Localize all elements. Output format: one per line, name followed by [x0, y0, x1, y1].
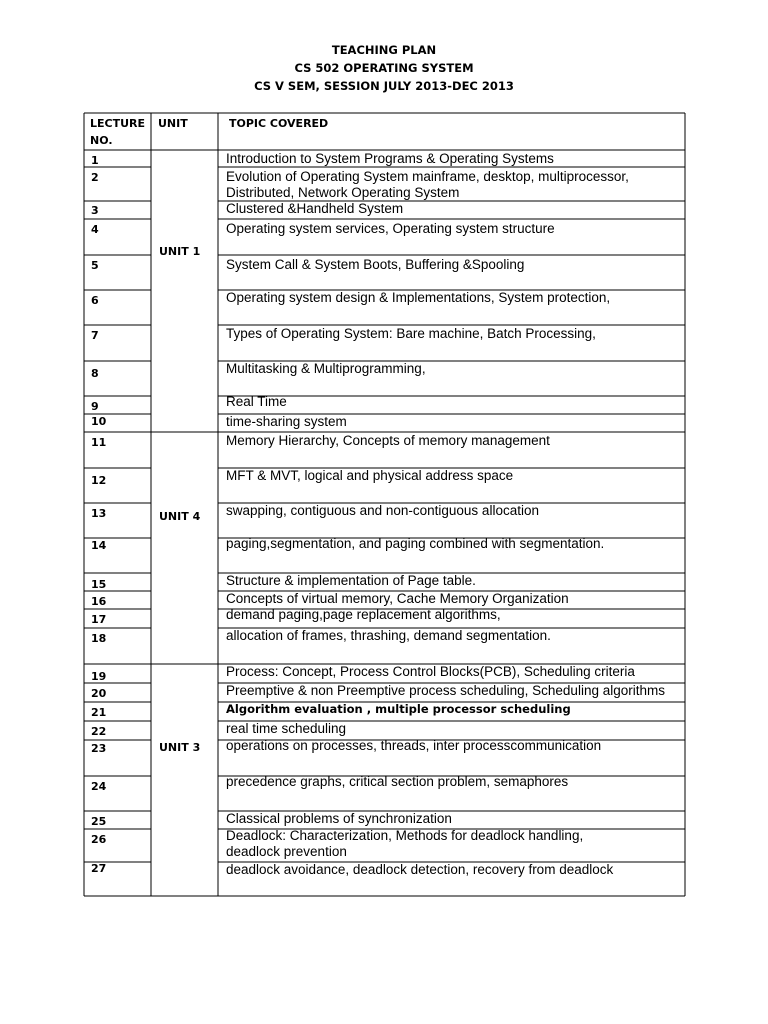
topic-covered	[226, 828, 583, 859]
topic-covered	[226, 628, 551, 644]
topic-covered	[226, 738, 601, 754]
topic-covered	[226, 151, 554, 167]
lecture-number: 24	[91, 780, 107, 793]
column-header-lecture-line2: NO.	[90, 134, 113, 147]
topic-line: Clustered &Handheld System	[226, 201, 404, 216]
lecture-number: 8	[91, 367, 99, 380]
topic-line: time-sharing system	[226, 414, 347, 429]
lecture-number: 18	[91, 632, 107, 645]
topic-line: deadlock avoidance, deadlock detection, recovery from deadlock	[226, 862, 614, 877]
topic-covered	[226, 721, 346, 737]
column-header-topic: TOPIC COVERED	[229, 117, 329, 130]
topic-covered	[226, 201, 403, 217]
topic-covered	[226, 811, 452, 827]
topic-line: MFT & MVT, logical and physical address space	[226, 468, 514, 483]
topic-covered	[226, 414, 347, 430]
topic-line: Types of Operating System: Bare machine, Batch Processing,	[226, 326, 596, 341]
topic-line: demand paging,page replacement algorithms,	[226, 607, 501, 622]
topic-covered	[226, 468, 513, 484]
lecture-number: 11	[91, 436, 107, 449]
lecture-number: 5	[91, 259, 99, 272]
topic-line: Classical problems of synchronization	[226, 811, 452, 826]
lecture-number: 17	[91, 613, 107, 626]
lecture-number: 19	[91, 670, 107, 683]
topic-line: System Call & System Boots, Buffering &Spooling	[226, 257, 525, 272]
topic-line: Operating system design & Implementations, System protection,	[226, 290, 611, 305]
topic-line: Process: Concept, Process Control Blocks(PCB), Scheduling criteria	[226, 664, 635, 679]
lecture-number: 26	[91, 833, 107, 846]
session-title: CS V SEM, SESSION JULY 2013-DEC 2013	[254, 79, 514, 93]
column-header-lecture-line1: LECTURE	[90, 117, 146, 130]
topic-covered	[226, 433, 550, 449]
lecture-number: 12	[91, 474, 107, 487]
topic-line: paging,segmentation, and paging combined with segmentation.	[226, 536, 605, 551]
document-title: TEACHING PLAN	[331, 43, 437, 57]
topic-line: Memory Hierarchy, Concepts of memory management	[226, 433, 550, 448]
topic-line: Multitasking & Multiprogramming,	[226, 361, 426, 376]
lecture-number: 3	[91, 204, 99, 217]
topic-covered	[226, 862, 613, 878]
unit-label-1: UNIT 1	[159, 245, 201, 258]
lecture-number: 27	[91, 862, 107, 875]
topic-line: allocation of frames, thrashing, demand segmentation.	[226, 628, 551, 643]
lecture-number: 7	[91, 329, 99, 342]
topic-covered	[226, 573, 476, 589]
topic-covered	[226, 683, 665, 699]
lecture-number: 10	[91, 415, 107, 428]
topic-covered	[226, 503, 539, 519]
lecture-number: 13	[91, 507, 107, 520]
lecture-number: 25	[91, 815, 107, 828]
lecture-number: 14	[91, 539, 107, 552]
topic-covered	[226, 607, 501, 623]
topic-line: Real Time	[226, 394, 287, 409]
lecture-number: 22	[91, 725, 107, 738]
topic-covered	[226, 326, 596, 342]
topic-line: operations on processes, threads, inter processcommunication	[226, 738, 602, 753]
topic-line: Algorithm evaluation , multiple processor scheduling	[226, 702, 571, 716]
lecture-number: 1	[91, 154, 99, 167]
topic-line: deadlock prevention	[226, 843, 347, 859]
lecture-number: 15	[91, 578, 107, 591]
unit-label-3: UNIT 3	[159, 741, 201, 754]
topic-covered	[226, 221, 555, 237]
lecture-number: 16	[91, 595, 107, 608]
topic-line: swapping, contiguous and non-contiguous allocation	[226, 503, 539, 518]
topic-line: Preemptive & non Preemptive process scheduling, Scheduling algorithms	[226, 683, 665, 698]
topic-covered	[226, 664, 635, 680]
unit-label-4: UNIT 4	[159, 510, 201, 523]
topic-covered	[226, 257, 524, 273]
topic-covered	[226, 536, 604, 552]
topic-line: precedence graphs, critical section problem, semaphores	[226, 774, 569, 789]
lecture-number: 20	[91, 687, 107, 700]
topic-covered	[226, 702, 571, 718]
topic-line: Introduction to System Programs & Operating Systems	[226, 151, 554, 166]
lecture-number: 9	[91, 400, 99, 413]
lecture-number: 2	[91, 171, 99, 184]
topic-covered	[226, 774, 568, 790]
lecture-number: 23	[91, 742, 107, 755]
topic-line: Distributed, Network Operating System	[226, 184, 460, 200]
topic-line: real time scheduling	[226, 721, 347, 736]
course-title: CS 502 OPERATING SYSTEM	[294, 61, 474, 75]
topic-line: Structure & implementation of Page table.	[226, 573, 476, 588]
column-header-unit: UNIT	[158, 117, 188, 130]
topic-line: Deadlock: Characterization, Methods for deadlock handling,	[226, 828, 584, 843]
topic-line: Evolution of Operating System mainframe, desktop, multiprocessor,	[226, 169, 629, 184]
topic-covered	[226, 290, 610, 306]
topic-covered	[226, 361, 426, 377]
lecture-number: 6	[91, 294, 99, 307]
lecture-number: 4	[91, 223, 99, 236]
topic-covered	[226, 394, 287, 410]
lecture-number: 21	[91, 706, 107, 719]
topic-covered	[226, 591, 569, 607]
topic-covered	[226, 169, 629, 200]
topic-line: Concepts of virtual memory, Cache Memory Organization	[226, 591, 569, 606]
topic-line: Operating system services, Operating system structure	[226, 221, 555, 236]
